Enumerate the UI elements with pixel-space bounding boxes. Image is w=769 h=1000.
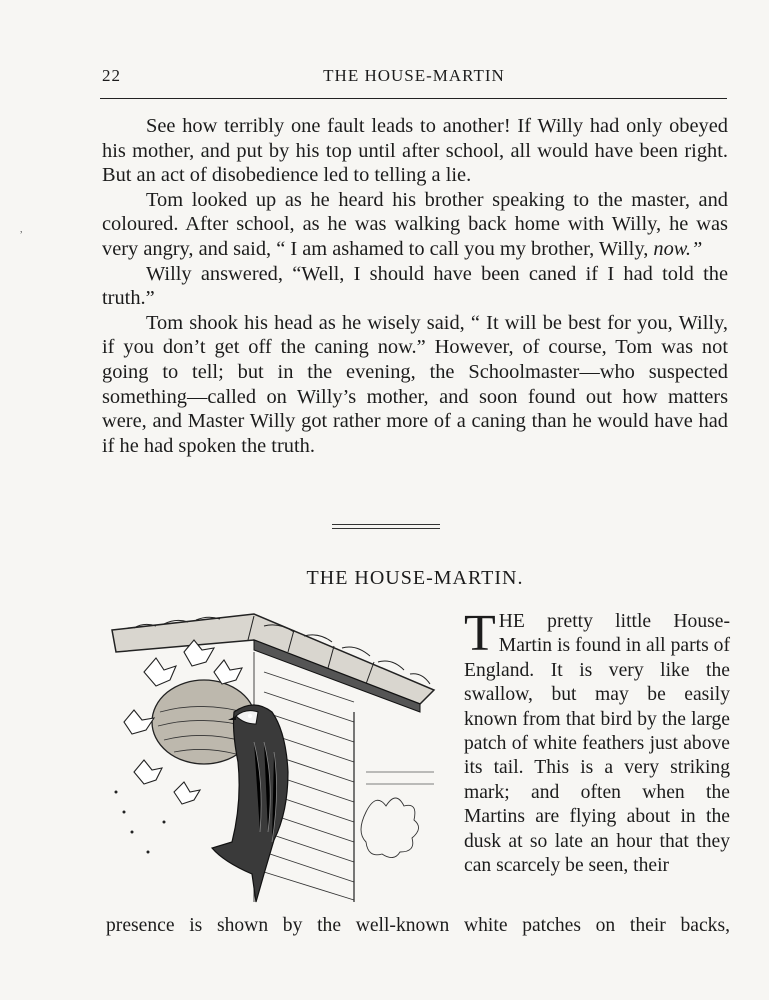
paragraph: Willy answered, “Well, I should have been caned if I had told the truth.” [102,262,728,310]
section-title: THE HOUSE-MARTIN. [306,567,524,589]
running-title: THE HOUSE-MARTIN [323,66,505,85]
page-header [102,62,726,92]
page-number: 22 [102,66,121,85]
story-text [102,114,728,458]
article-continuation: presence is shown by the well-known white patches on their backs, [106,915,730,936]
paragraph: Tom looked up as he heard his brother speaking to the master, and coloured. After school, as he was walking back home with Willy, he was very angry, and said, “ I am ashamed to call you my brother, Willy, now.” [102,188,728,260]
header-rule [100,98,727,99]
house-martin-illustration [104,612,448,907]
paragraph: See how terribly one fault leads to another! If Willy had only obeyed his mother, and put by his top until after school, all would have been right. But an act of disobedience led to telling a lie. [102,115,728,187]
page-speck: , [20,224,23,235]
article-paragraph: THE pretty little House-Martin is found in all parts of England. It is very like the swallow, but may be easily known from that bird by the large patch of white feathers just above its tail. This is a very striking mark; and often when the Martins are flying about in the dusk at so late an hour that they can scarcely be seen, their [464,605,730,877]
section-divider [332,524,440,532]
paragraph: Tom shook his head as he wisely said, “ It will be best for you, Willy, if you don’t get off the caning now.” However, of course, Tom was not going to tell; but in the evening, the Schoolmaster—who suspected something—called on Willy’s mother, and soon found out how matters were, and Master Willy got rather more of a caning than he would have had if he had spoken the truth. [102,311,728,457]
article-opening [464,605,730,878]
drop-cap: T [464,605,496,662]
